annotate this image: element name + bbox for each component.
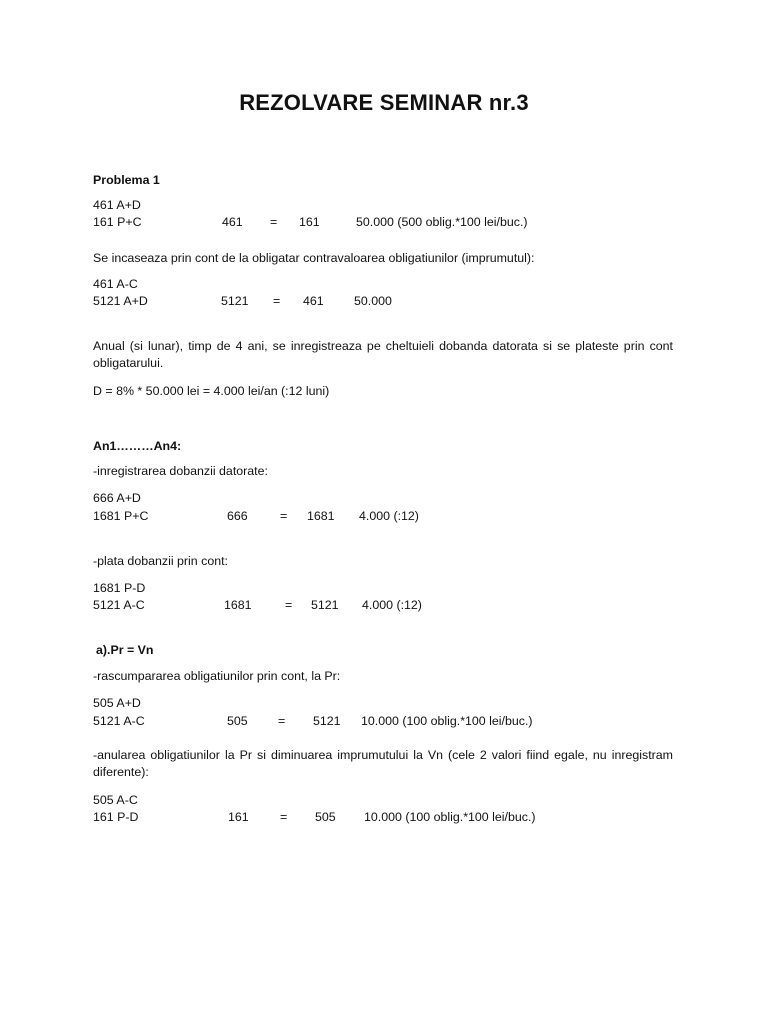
entry4-line2: 5121 A-C xyxy=(93,598,145,612)
entry5-amount: 10.000 (100 oblig.*100 lei/buc.) xyxy=(361,714,533,728)
entry1-credit: 161 xyxy=(299,215,320,229)
entry3-credit: 1681 xyxy=(307,509,335,523)
entry4-debit: 1681 xyxy=(224,598,252,612)
entry1-line1: 461 A+D xyxy=(93,198,141,212)
entry3-eq: = xyxy=(280,509,288,523)
entry4-eq: = xyxy=(285,598,293,612)
entry6-line1: 505 A-C xyxy=(93,793,138,807)
entry5-debit: 505 xyxy=(227,714,248,728)
step-record-interest: -inregistrarea dobanzii datorate: xyxy=(93,464,268,478)
entry6-line2: 161 P-D xyxy=(93,810,139,824)
entry3-line1: 666 A+D xyxy=(93,491,141,505)
paragraph-2: Anual (si lunar), timp de 4 ani, se inregistreaza pe cheltuieli dobanda datorata si se plateste prin cont obligatarului. xyxy=(93,339,673,370)
step-redeem-bonds: -rascumpararea obligatiunilor prin cont, la Pr: xyxy=(93,669,341,683)
paragraph-1: Se incaseaza prin cont de la obligatar contravaloarea obligatiunilor (imprumutul): xyxy=(93,251,535,265)
interest-formula: D = 8% * 50.000 lei = 4.000 lei/an (:12 luni) xyxy=(93,384,330,398)
entry1-line2: 161 P+C xyxy=(93,215,142,229)
entry6-eq: = xyxy=(280,810,288,824)
step-pay-interest: -plata dobanzii prin cont: xyxy=(93,554,229,568)
page-title: REZOLVARE SEMINAR nr.3 xyxy=(239,90,529,115)
entry5-credit: 5121 xyxy=(313,714,341,728)
entry4-amount: 4.000 (:12) xyxy=(362,598,422,612)
entry4-credit: 5121 xyxy=(311,598,339,612)
entry2-debit: 5121 xyxy=(221,294,249,308)
entry2-line1: 461 A-C xyxy=(93,277,138,291)
paragraph-3: -anularea obligatiunilor la Pr si diminuarea imprumutului la Vn (cele 2 valori fiind egale, nu inregistram diferente): xyxy=(93,748,673,779)
entry4-line1: 1681 P-D xyxy=(93,581,146,595)
years-heading: An1………An4: xyxy=(93,439,182,453)
entry3-line2: 1681 P+C xyxy=(93,509,149,523)
entry5-line2: 5121 A-C xyxy=(93,714,145,728)
problem-heading: Problema 1 xyxy=(93,173,160,187)
entry1-amount: 50.000 (500 oblig.*100 lei/buc.) xyxy=(356,215,528,229)
entry3-debit: 666 xyxy=(227,509,248,523)
entry1-debit: 461 xyxy=(222,215,243,229)
entry6-debit: 161 xyxy=(228,810,249,824)
entry2-eq: = xyxy=(273,294,281,308)
entry5-line1: 505 A+D xyxy=(93,696,141,710)
entry3-amount: 4.000 (:12) xyxy=(359,509,419,523)
entry6-amount: 10.000 (100 oblig.*100 lei/buc.) xyxy=(364,810,536,824)
entry5-eq: = xyxy=(278,714,286,728)
case-a-heading: a).Pr = Vn xyxy=(96,643,154,657)
entry2-line2: 5121 A+D xyxy=(93,294,148,308)
entry6-credit: 505 xyxy=(315,810,336,824)
entry2-amount: 50.000 xyxy=(354,294,392,308)
entry1-eq: = xyxy=(270,215,278,229)
entry2-credit: 461 xyxy=(303,294,324,308)
